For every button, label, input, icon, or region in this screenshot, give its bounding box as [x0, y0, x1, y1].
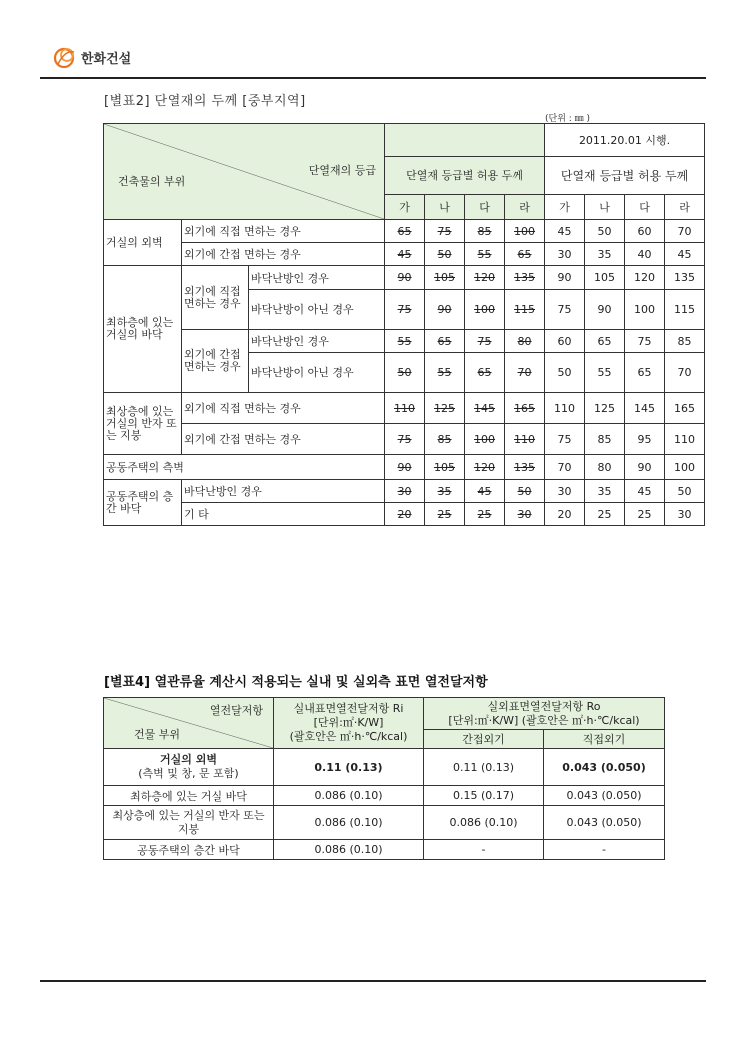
- new-value: 45: [625, 480, 665, 503]
- ro-header: 실외표면열전달저항 Ro: [487, 699, 601, 713]
- old-value: 70: [505, 353, 545, 393]
- old-value: 85: [465, 220, 505, 243]
- old-value: 85: [425, 424, 465, 455]
- ro-direct-value: -: [544, 840, 665, 860]
- old-value: 35: [425, 480, 465, 503]
- new-value: 75: [545, 424, 585, 455]
- company-logo: [52, 44, 131, 70]
- ro-indirect-value: 0.086 (0.10): [424, 806, 544, 840]
- table4-title: [별표4] 열관류율 계산시 적용되는 실내 및 실외측 표면 열전달저항: [104, 675, 488, 690]
- company-name: 한화건설: [81, 51, 132, 67]
- new-value: 70: [545, 455, 585, 480]
- old-value: 65: [425, 330, 465, 353]
- old-value: 65: [465, 353, 505, 393]
- new-value: 40: [625, 243, 665, 266]
- sub-floor-not-heated: 바닥난방이 아닌 경우: [249, 353, 385, 393]
- old-value: 145: [465, 393, 505, 424]
- new-value: 90: [545, 266, 585, 290]
- new-value: 115: [665, 290, 705, 330]
- new-value: 75: [625, 330, 665, 353]
- table1-corner-cell: [104, 124, 385, 220]
- grade-old-da: 다: [465, 195, 505, 220]
- ri-header-cell: [274, 698, 424, 749]
- header-divider: [40, 77, 706, 79]
- old-value: 110: [505, 424, 545, 455]
- sub-floor-not-heated: 바닥난방이 아닌 경우: [249, 290, 385, 330]
- new-value: 70: [665, 353, 705, 393]
- table4-corner-bottom: 건물 부위: [134, 728, 181, 741]
- sub-indirect: 외기에 간접 면하는 경우: [182, 424, 385, 455]
- new-value: 60: [545, 330, 585, 353]
- old-value: 45: [465, 480, 505, 503]
- new-value: 50: [585, 220, 625, 243]
- ri-alt-unit: (괄호안은 ㎡·h·℃/kcal): [289, 730, 408, 743]
- footer-divider: [40, 980, 706, 982]
- table4-corner-top: 열전달저항: [209, 704, 263, 717]
- old-value: 115: [505, 290, 545, 330]
- new-value: 105: [585, 266, 625, 290]
- sub-floor-heated: 바닥난방인 경우: [249, 330, 385, 353]
- old-value: 65: [385, 220, 425, 243]
- new-value: 65: [585, 330, 625, 353]
- new-value: 100: [665, 455, 705, 480]
- group-top-roof: 최상층에 있는 거실의 반자 또는 지붕: [104, 393, 182, 455]
- ri-value: 0.086 (0.10): [274, 786, 424, 806]
- part-name: 최하층에 있는 거실 바닥: [104, 786, 274, 806]
- ro-unit: [단위:㎡·K/W] (괄호안은 ㎡·h·℃/kcal): [448, 713, 640, 727]
- grade-new-na: 나: [585, 195, 625, 220]
- part-sub: (측벽 및 창, 문 포함): [138, 767, 239, 780]
- new-value: 95: [625, 424, 665, 455]
- new-value: 25: [625, 503, 665, 526]
- old-value: 65: [505, 243, 545, 266]
- old-value: 75: [465, 330, 505, 353]
- table-row: [104, 393, 705, 424]
- new-value: 110: [665, 424, 705, 455]
- new-value: 85: [585, 424, 625, 455]
- new-value: 50: [545, 353, 585, 393]
- grade-old-na: 나: [425, 195, 465, 220]
- hanwha-logo-icon: [52, 44, 78, 70]
- old-value: 100: [465, 290, 505, 330]
- group-apt-floor: 공동주택의 층간 바닥: [104, 480, 182, 526]
- new-value: 50: [665, 480, 705, 503]
- old-value: 90: [385, 266, 425, 290]
- insulation-thickness-table: [103, 123, 705, 526]
- ri-header: 실내표면열전달저항 Ri: [293, 702, 404, 715]
- old-value: 90: [425, 290, 465, 330]
- old-value: 55: [465, 243, 505, 266]
- sub-floor-heating-case: 바닥난방인 경우: [182, 480, 385, 503]
- new-value: 65: [625, 353, 665, 393]
- old-value: 120: [465, 266, 505, 290]
- part-cell: [104, 749, 274, 786]
- new-value: 110: [545, 393, 585, 424]
- old-value: 55: [425, 353, 465, 393]
- table-row: [104, 266, 705, 290]
- new-value: 60: [625, 220, 665, 243]
- table-row: [104, 243, 705, 266]
- ro-indirect-header: 간접외기: [424, 730, 544, 749]
- part-name: 거실의 외벽: [160, 753, 217, 766]
- old-value: 125: [425, 393, 465, 424]
- ro-indirect-value: 0.15 (0.17): [424, 786, 544, 806]
- part-name: 공동주택의 층간 바닥: [104, 840, 274, 860]
- new-value: 20: [545, 503, 585, 526]
- ro-header-cell: [424, 698, 665, 730]
- table-row: [104, 840, 665, 860]
- old-value: 20: [385, 503, 425, 526]
- table1-title: [별표2] 단열재의 두께 [중부지역]: [104, 94, 306, 109]
- ro-indirect-value: 0.11 (0.13): [424, 749, 544, 786]
- grade-old-ra: 라: [505, 195, 545, 220]
- new-value: 165: [665, 393, 705, 424]
- old-value: 55: [385, 330, 425, 353]
- old-value: 105: [425, 266, 465, 290]
- group-apt-side: 공동주택의 측벽: [104, 455, 385, 480]
- ri-unit: [단위:㎡·K/W]: [313, 716, 384, 729]
- table-row: [104, 503, 705, 526]
- old-value: 75: [425, 220, 465, 243]
- table1-effective-date: 2011.20.01 시행.: [545, 124, 705, 157]
- table-row: [104, 455, 705, 480]
- grade-new-ra: 라: [665, 195, 705, 220]
- old-value: 50: [505, 480, 545, 503]
- old-value: 120: [465, 455, 505, 480]
- old-value: 45: [385, 243, 425, 266]
- ri-value: 0.11 (0.13): [274, 749, 424, 786]
- surface-heat-resistance-table: [103, 697, 665, 860]
- ro-direct-header: 직접외기: [544, 730, 665, 749]
- old-value: 50: [425, 243, 465, 266]
- old-value: 135: [505, 455, 545, 480]
- new-value: 45: [545, 220, 585, 243]
- grade-old-ga: 가: [385, 195, 425, 220]
- sub-direct: 외기에 직접 면하는 경우: [182, 393, 385, 424]
- old-value: 110: [385, 393, 425, 424]
- grade-new-da: 다: [625, 195, 665, 220]
- new-value: 90: [625, 455, 665, 480]
- old-value: 50: [385, 353, 425, 393]
- group-lowest-floor: 최하층에 있는 거실의 바닥: [104, 266, 182, 393]
- grade-new-ga: 가: [545, 195, 585, 220]
- sub-direct-floor: 외기에 직접 면하는 경우: [182, 266, 249, 330]
- old-value: 135: [505, 266, 545, 290]
- sub-indirect: 외기에 간접 면하는 경우: [182, 243, 385, 266]
- table-row: [104, 480, 705, 503]
- old-value: 100: [505, 220, 545, 243]
- new-value: 30: [545, 480, 585, 503]
- part-name: 최상층에 있는 거실의 반자 또는 지붕: [104, 806, 274, 840]
- group-living-wall: 거실의 외벽: [104, 220, 182, 266]
- table-row: [104, 786, 665, 806]
- sub-other: 기 타: [182, 503, 385, 526]
- table1-old-blank: [385, 124, 545, 157]
- new-value: 45: [665, 243, 705, 266]
- new-value: 85: [665, 330, 705, 353]
- table-row: [104, 220, 705, 243]
- sub-indirect-floor: 외기에 간접 면하는 경우: [182, 330, 249, 393]
- table1-corner-bottom: 건축물의 부위: [118, 175, 186, 188]
- table-row: [104, 749, 665, 786]
- old-value: 100: [465, 424, 505, 455]
- table-row: [104, 424, 705, 455]
- old-value: 75: [385, 424, 425, 455]
- new-value: 145: [625, 393, 665, 424]
- sub-floor-heated: 바닥난방인 경우: [249, 266, 385, 290]
- old-value: 80: [505, 330, 545, 353]
- old-value: 165: [505, 393, 545, 424]
- ro-direct-value: 0.043 (0.050): [544, 749, 665, 786]
- new-value: 125: [585, 393, 625, 424]
- old-value: 25: [425, 503, 465, 526]
- sub-direct: 외기에 직접 면하는 경우: [182, 220, 385, 243]
- new-value: 80: [585, 455, 625, 480]
- new-value: 35: [585, 243, 625, 266]
- old-value: 30: [385, 480, 425, 503]
- ro-indirect-value: -: [424, 840, 544, 860]
- old-value: 105: [425, 455, 465, 480]
- ri-value: 0.086 (0.10): [274, 840, 424, 860]
- table-row: [104, 330, 705, 353]
- ri-value: 0.086 (0.10): [274, 806, 424, 840]
- ro-direct-value: 0.043 (0.050): [544, 786, 665, 806]
- table1-new-header: 단열재 등급별 허용 두께: [545, 157, 705, 195]
- table4-corner-cell: [104, 698, 274, 749]
- ro-direct-value: 0.043 (0.050): [544, 806, 665, 840]
- new-value: 30: [665, 503, 705, 526]
- old-value: 30: [505, 503, 545, 526]
- table-row: [104, 806, 665, 840]
- table1-corner-top: 단열재의 등급: [308, 164, 377, 177]
- new-value: 25: [585, 503, 625, 526]
- table1-old-header: 단열재 등급별 허용 두께: [385, 157, 545, 195]
- new-value: 100: [625, 290, 665, 330]
- new-value: 75: [545, 290, 585, 330]
- new-value: 30: [545, 243, 585, 266]
- new-value: 35: [585, 480, 625, 503]
- new-value: 70: [665, 220, 705, 243]
- old-value: 25: [465, 503, 505, 526]
- new-value: 120: [625, 266, 665, 290]
- table1-unit: (단위 : ㎜ ): [545, 114, 591, 124]
- old-value: 75: [385, 290, 425, 330]
- new-value: 55: [585, 353, 625, 393]
- new-value: 135: [665, 266, 705, 290]
- new-value: 90: [585, 290, 625, 330]
- old-value: 90: [385, 455, 425, 480]
